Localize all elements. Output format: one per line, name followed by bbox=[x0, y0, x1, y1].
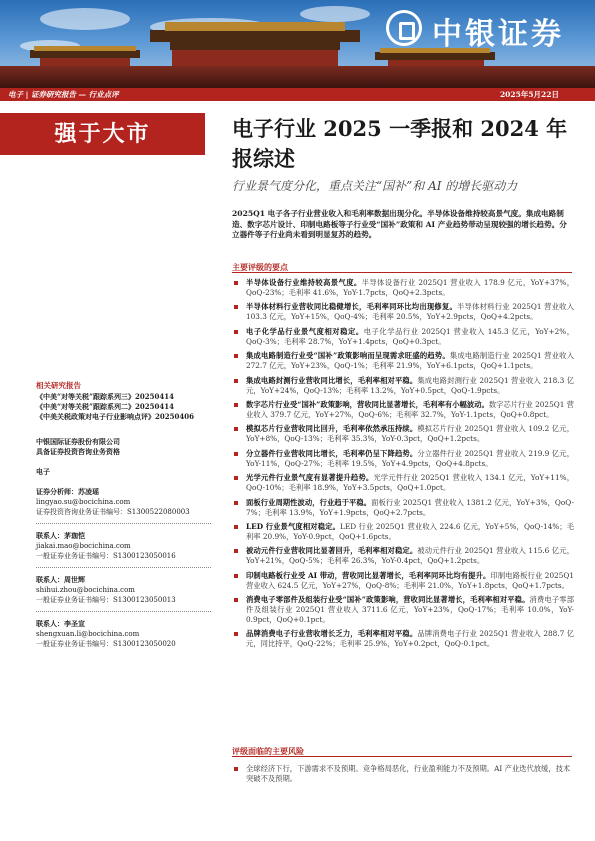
item-lead: 半导体材料行业营收同比稳健增长，毛利率同环比均出现修复。 bbox=[246, 302, 458, 312]
item-text: 电子化学品行业 2025Q1 营业收入 145.3 亿元，YoY+2%，QoQ-3%；毛利率 28.7%，YoY+1.4pcts，QoQ+0.3pct。 bbox=[246, 326, 575, 346]
item-text: 数字芯片行业 2025Q1 营业收入 379.7 亿元，YoY+27%，QoQ-6%；毛利率 32.7%，YoY-1.1pcts，QoQ+0.8pct。 bbox=[246, 399, 574, 419]
item-lead: 光学元件行业景气度有显著提升趋势。 bbox=[246, 473, 374, 483]
highlights-list bbox=[232, 278, 574, 654]
contact-email[interactable]: shengxuan.li@bocichina.com bbox=[36, 630, 140, 638]
contact-block bbox=[36, 619, 211, 649]
item-lead: 集成电路制造行业受“国补”政策影响而呈现需求旺盛的趋势。 bbox=[246, 351, 450, 361]
item-text: 模拟芯片行业 2025Q1 营业收入 109.2 亿元，YoY+8%，QoQ-13%；毛利率 35.3%，YoY-0.3pct，QoQ+1.2pcts。 bbox=[246, 424, 574, 444]
item-lead: 消费电子零部件及组装行业受“国补”政策影响，营收同比显著增长，毛利率相对平稳。 bbox=[246, 595, 530, 605]
item-text: 消费电子零部件及组装行业 2025Q1 营业收入 3711.6 亿元，YoY+23%，QoQ-17%；毛利率 10.0%，YoY-0.9pct，QoQ+0.1pct。 bbox=[246, 595, 574, 625]
list-item bbox=[232, 629, 574, 649]
item-text: 半导体材料行业 2025Q1 营业收入 103.3 亿元，YoY+15%，QoQ-4%；毛利率 20.5%，YoY+2.9pcts，QoQ+4.2pcts。 bbox=[246, 302, 574, 322]
list-item: 全球经济下行，下游需求不及预期。竞争格局恶化，行业盈利能力不及预期。AI 产业迭代放缓，技术突破不及预期。 bbox=[232, 764, 574, 784]
item-text: 面板行业 2025Q1 营业收入 1381.2 亿元，YoY+3%，QoQ-7%；毛利率 13.9%，YoY+1.9pcts，QoQ+2.7pcts。 bbox=[246, 497, 574, 517]
list-item bbox=[232, 278, 574, 298]
contact-role: 联系人：李圣宣 bbox=[36, 619, 85, 628]
item-lead: 品牌消费电子行业营收增长乏力，毛利率相对平稳。 bbox=[246, 629, 418, 639]
item-text: LED 行业 2025Q1 营业收入 224.6 亿元，YoY+5%，QoQ-14%；毛利率 20.9%，YoY-0.9pct，QoQ+1.6pcts。 bbox=[246, 521, 574, 541]
highlights-heading: 主要评级的要点 bbox=[232, 262, 288, 272]
report-date: 2025年5月22日 bbox=[499, 90, 559, 99]
contact-role: 联系人：茅珈恺 bbox=[36, 531, 85, 540]
institution-license: 具备证券投资咨询业务资格 bbox=[36, 447, 120, 456]
list-item bbox=[232, 400, 574, 420]
related-reports-heading: 相关研究报告 bbox=[36, 381, 81, 390]
report-title: 电子行业 2025 一季报和 2024 年报综述 bbox=[232, 116, 568, 171]
item-text: 光学元件行业 2025Q1 营业收入 134.1 亿元，YoY+11%，QoQ-10%；毛利率 18.9%，YoY+3.5pcts，QoQ+1.0pct。 bbox=[246, 473, 575, 493]
risks-heading: 评级面临的主要风险 bbox=[232, 746, 304, 756]
list-item bbox=[232, 473, 574, 493]
item-lead: 数字芯片行业受“国补”政策影响，营收同比显著增长，毛利率有小幅波动。 bbox=[246, 399, 489, 409]
divider bbox=[36, 523, 211, 524]
contact-cert: 一般证券业务证书编号：S1300123050020 bbox=[36, 640, 176, 648]
list-item bbox=[232, 376, 574, 396]
item-text: 分立器件行业 2025Q1 营业收入 219.9 亿元，YoY-11%，QoQ-27%；毛利率 19.5%，YoY+4.9pcts，QoQ+4.8pcts。 bbox=[246, 448, 574, 468]
sector-label: 电子 bbox=[36, 467, 50, 476]
item-lead: 分立器件行业营收同比增长，毛利率仍呈下降趋势。 bbox=[246, 448, 418, 458]
divider bbox=[36, 567, 211, 568]
report-intro: 2025Q1 电子各子行业营业收入和毛利率数据出现分化。半导体设备维持较高景气度。集成电路制造、数字芯片设计、印制电路板等子行业受“国补”政策和 AI 产业趋势带动呈现较强的增长趋势。分立器件等子行业尚未看到明显复苏的趋势。 bbox=[232, 209, 567, 240]
contact-cert: 一般证券业务证书编号：S1300123050016 bbox=[36, 552, 176, 560]
list-item bbox=[232, 546, 574, 566]
contact-email[interactable]: jiakai.mao@bocichina.com bbox=[36, 542, 131, 550]
analyst-block bbox=[36, 487, 211, 517]
brand-name: 中银证券 bbox=[432, 17, 564, 52]
list-item bbox=[232, 424, 574, 444]
list-item bbox=[232, 351, 574, 371]
item-lead: LED 行业景气度相对稳定。 bbox=[246, 521, 341, 531]
risks-list bbox=[232, 764, 574, 784]
related-report-link[interactable]: 《中美关税政策对电子行业影响点评》20250406 bbox=[36, 412, 194, 421]
analyst-role: 证券分析师：苏凌瑶 bbox=[36, 487, 99, 496]
bank-of-china-logo-icon bbox=[386, 10, 422, 46]
list-item bbox=[232, 595, 574, 625]
contact-role: 联系人：周世辉 bbox=[36, 575, 85, 584]
list-item bbox=[232, 571, 574, 591]
list-item bbox=[232, 522, 574, 542]
section-divider bbox=[232, 756, 572, 757]
item-lead: 模拟芯片行业营收同比回升，毛利率依然承压持续。 bbox=[246, 424, 418, 434]
related-report-link[interactable]: 《中美“对等关税”跟踪系列三》20250414 bbox=[36, 392, 175, 401]
institution-name: 中银国际证券股份有限公司 bbox=[36, 437, 120, 446]
header-banner bbox=[0, 0, 595, 88]
contact-cert: 一般证券业务证书编号：S1300123050013 bbox=[36, 596, 176, 604]
related-report-link[interactable]: 《中美“对等关税”跟踪系列二》20250414 bbox=[36, 402, 175, 411]
analyst-cert: 证券投资咨询业务证书编号：S1300522080003 bbox=[36, 508, 190, 516]
contact-block bbox=[36, 575, 211, 605]
item-lead: 面板行业周期性波动，行业趋于平稳。 bbox=[246, 497, 372, 507]
rating-label: 强于大市 bbox=[54, 121, 151, 147]
section-divider bbox=[232, 272, 572, 273]
item-text: 集成电路制造行业 2025Q1 营业收入 272.7 亿元，YoY+23%，QoQ-1%；毛利率 21.9%，YoY+6.1pcts，QoQ+1.1pcts。 bbox=[246, 351, 574, 371]
related-reports-list bbox=[36, 392, 211, 422]
item-text: 印制电路板行业 2025Q1 营业收入 624.5 亿元，YoY+27%，QoQ-8%；毛利率 21.0%，YoY+1.8pcts，QoQ+1.7pcts。 bbox=[246, 570, 574, 590]
item-text: 品牌消费电子行业 2025Q1 营业收入 288.7 亿元，同比持平，QoQ-22%；毛利率 25.9%，YoY+0.2pct，QoQ-0.1pct。 bbox=[246, 629, 574, 649]
divider bbox=[36, 611, 211, 612]
list-item bbox=[232, 327, 574, 347]
contact-block bbox=[36, 531, 211, 561]
item-text: 集成电路封测行业 2025Q1 营业收入 218.3 亿元，YoY+24%，QoQ-13%；毛利率 13.2%，YoY+0.5pct，QoQ-1.9pcts。 bbox=[246, 375, 574, 395]
list-item bbox=[232, 302, 574, 322]
item-lead: 印制电路板行业受 AI 带动，营收同比显著增长，毛利率同环比均有提升。 bbox=[246, 570, 491, 580]
item-text: 被动元件行业 2025Q1 营业收入 115.6 亿元，YoY+21%，QoQ-5%；毛利率 26.3%，YoY-0.4pct，QoQ+1.2pcts。 bbox=[246, 546, 574, 566]
analyst-email[interactable]: lingyao.su@bocichina.com bbox=[36, 498, 131, 506]
item-lead: 集成电路封测行业营收同比增长，毛利率相对平稳。 bbox=[246, 375, 418, 385]
item-lead: 电子化学品行业景气度相对稳定。 bbox=[246, 326, 364, 336]
report-subtitle: 行业景气度分化，重点关注“国补”和 AI 的增长驱动力 bbox=[232, 179, 518, 193]
list-item bbox=[232, 498, 574, 518]
item-lead: 半导体设备行业维持较高景气度。 bbox=[246, 278, 362, 287]
contact-email[interactable]: shihui.zhou@bocichina.com bbox=[36, 586, 135, 594]
breadcrumb: 电子 | 证券研究报告 — 行业点评 bbox=[8, 90, 119, 99]
item-lead: 被动元件行业营收同比显著回升，毛利率相对稳定。 bbox=[246, 546, 418, 556]
list-item bbox=[232, 449, 574, 469]
item-text: 半导体设备行业 2025Q1 营业收入 178.9 亿元，YoY+37%，QoQ-23%；毛利率 41.6%，YoY-1.7pcts，QoQ+2.3pcts。 bbox=[246, 278, 575, 297]
